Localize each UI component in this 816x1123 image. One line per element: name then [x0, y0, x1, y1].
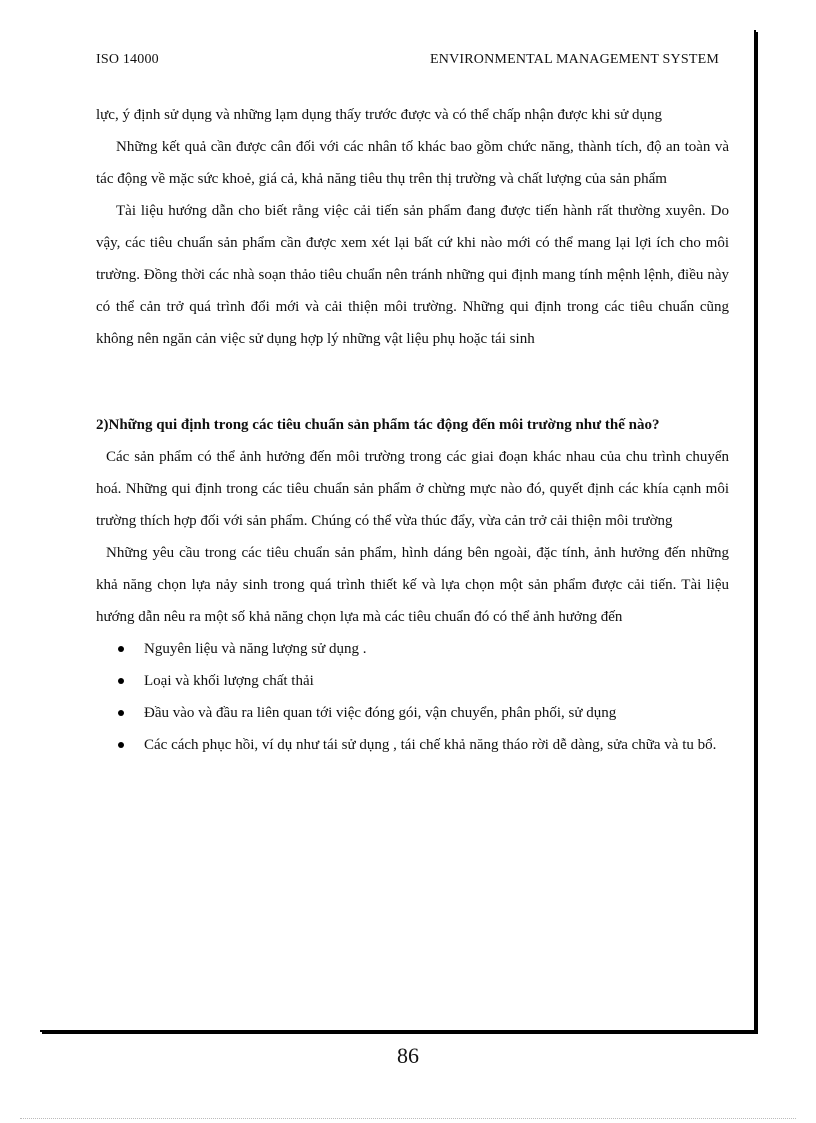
- list-item: [96, 729, 729, 761]
- paragraph-balance: Những kết quả cần được cân đối với các nhân tố khác bao gồm chức năng, thành tích, độ an toàn và tác động về mặc sức khoẻ, giá cả, khả năng tiêu thụ trên thị trường và chất lượng của sản phẩm: [96, 139, 729, 187]
- footer-divider: [20, 1118, 796, 1119]
- paragraph-continuation: lực, ý định sử dụng và những lạm dụng thấy trước được và có thể chấp nhận được khi sử dụng: [96, 107, 663, 123]
- list-item-text: Đầu vào và đầu ra liên quan tới việc đóng gói, vận chuyển, phân phối, sử dụng: [144, 705, 617, 721]
- header-left-text: ISO 14000: [96, 52, 159, 67]
- bullet-icon: [118, 678, 124, 684]
- list-item-text: Loại và khối lượng chất thải: [144, 673, 314, 689]
- list-item-text: Các cách phục hồi, ví dụ như tái sử dụng , tái chế khả năng tháo rời dễ dàng, sửa chữa và tu bổ.: [144, 737, 717, 753]
- page-number: 86: [397, 1043, 419, 1068]
- page-header: [96, 52, 719, 74]
- paragraph-guidance: Tài liệu hướng dẫn cho biết rằng việc cải tiến sản phẩm đang được tiến hành rất thường xuyên. Do vậy, các tiêu chuẩn sản phẩm cần được xem xét lại bất cứ khi nào mới có thể mang lại lợi ích cho môi trường. Đồng thời các nhà soạn thảo tiêu chuẩn nên tránh những qui định mang tính mệnh lệnh, điều này có thể cản trở quá trình đổi mới và cải thiện môi trường. Những qui định trong các tiêu chuẩn cũng không nên ngăn cản việc sử dụng hợp lý những vật liệu phụ hoặc tái sinh: [96, 203, 729, 347]
- list-item: [96, 665, 729, 697]
- paragraph-products-impact: Các sản phẩm có thể ảnh hưởng đến môi trường trong các giai đoạn khác nhau của chu trình chuyển hoá. Những qui định trong các tiêu chuẩn sản phẩm ở chừng mực nào đó, quyết định các khía cạnh môi trường thích hợp đối với sản phẩm. Chúng có thể vừa thúc đẩy, vừa cản trở cải thiện môi trường: [96, 449, 729, 529]
- list-item: [96, 633, 729, 665]
- list-item: [96, 697, 729, 729]
- bullet-icon: [118, 742, 124, 748]
- bullet-icon: [118, 710, 124, 716]
- page-content: [96, 99, 729, 761]
- list-item-text: Nguyên liệu và năng lượng sử dụng .: [144, 641, 367, 657]
- bullet-list: [96, 633, 729, 761]
- header-right-text: ENVIRONMENTAL MANAGEMENT SYSTEM: [430, 52, 719, 67]
- section-heading: 2)Những qui định trong các tiêu chuẩn sản phẩm tác động đến môi trường như thế nào?: [96, 417, 660, 433]
- bullet-icon: [118, 646, 124, 652]
- paragraph-requirements: Những yêu cầu trong các tiêu chuẩn sản phẩm, hình dáng bên ngoài, đặc tính, ảnh hưởng đến những khả năng chọn lựa nảy sinh trong quá trình thiết kế và lựa chọn một sản phẩm được cải tiến. Tài liệu hướng dẫn nêu ra một số khả năng chọn lựa mà các tiêu chuẩn đó có thể ảnh hưởng đến: [96, 545, 729, 625]
